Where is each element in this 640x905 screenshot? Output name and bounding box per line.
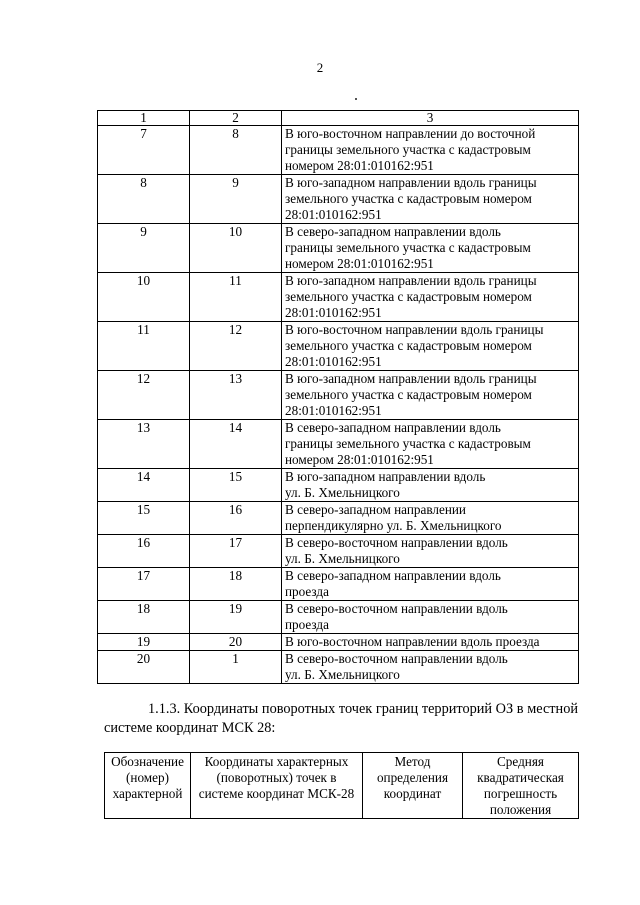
description-line: ул. Б. Хмельницкого — [285, 485, 400, 500]
point-to-cell: 10 — [190, 224, 282, 273]
point-to-cell: 15 — [190, 469, 282, 502]
description-line: В юго-восточном направлении до восточной — [285, 126, 536, 141]
description-line: В северо-восточном направлении вдоль — [285, 535, 508, 550]
point-from-cell: 9 — [98, 224, 190, 273]
boundary-description-cell — [282, 651, 579, 684]
description-line: проезда — [285, 617, 329, 632]
description-line: В северо-восточном направлении вдоль — [285, 651, 508, 666]
point-from-cell: 20 — [98, 651, 190, 684]
boundary-description-cell — [282, 634, 579, 651]
boundary-description-cell — [282, 502, 579, 535]
boundary-description-cell — [282, 224, 579, 273]
description-line: границы земельного участка с кадастровым — [285, 240, 531, 255]
description-line: границы земельного участка с кадастровым — [285, 142, 531, 157]
point-to-cell: 19 — [190, 601, 282, 634]
description-line: В юго-западном направлении вдоль границы — [285, 273, 537, 288]
coordinates-table — [104, 752, 579, 819]
description-line: В юго-восточном направлении вдоль проезда — [285, 634, 540, 649]
description-line: номером 28:01:010162:951 — [285, 452, 434, 467]
point-from-cell: 17 — [98, 568, 190, 601]
point-from-cell: 14 — [98, 469, 190, 502]
point-from-cell: 12 — [98, 371, 190, 420]
header-method: Метод определения координат — [363, 753, 463, 819]
description-line: земельного участка с кадастровым номером — [285, 289, 532, 304]
section-heading-line-2: системе координат МСК 28: — [104, 720, 276, 736]
description-line: В северо-западном направлении вдоль — [285, 568, 501, 583]
point-to-cell: 12 — [190, 322, 282, 371]
boundary-description-cell — [282, 601, 579, 634]
point-to-cell: 14 — [190, 420, 282, 469]
description-line: 28:01:010162:951 — [285, 207, 382, 222]
column-header-1: 1 — [98, 111, 190, 126]
point-from-cell: 10 — [98, 273, 190, 322]
table-row — [98, 322, 579, 371]
table-row — [98, 502, 579, 535]
point-from-cell: 18 — [98, 601, 190, 634]
header-point-coordinates: Координаты характерных (поворотных) точек в системе координат МСК-28 — [191, 753, 363, 819]
description-line: В северо-западном направлении вдоль — [285, 224, 501, 239]
boundary-description-cell — [282, 371, 579, 420]
point-from-cell: 8 — [98, 175, 190, 224]
point-to-cell: 8 — [190, 126, 282, 175]
description-line: 28:01:010162:951 — [285, 354, 382, 369]
description-line: номером 28:01:010162:951 — [285, 256, 434, 271]
description-line: В юго-восточном направлении вдоль границы — [285, 322, 544, 337]
description-line: В юго-западном направлении вдоль — [285, 469, 486, 484]
point-from-cell: 15 — [98, 502, 190, 535]
boundary-description-cell — [282, 175, 579, 224]
point-from-cell: 11 — [98, 322, 190, 371]
table-row — [98, 601, 579, 634]
description-line: ул. Б. Хмельницкого — [285, 667, 400, 682]
point-to-cell: 11 — [190, 273, 282, 322]
table-row — [98, 126, 579, 175]
table-row — [98, 651, 579, 684]
description-line: проезда — [285, 584, 329, 599]
boundary-description-cell — [282, 126, 579, 175]
table-row — [98, 535, 579, 568]
coordinates-header-row — [105, 753, 579, 819]
column-header-2: 2 — [190, 111, 282, 126]
point-to-cell: 9 — [190, 175, 282, 224]
description-line: перпендикулярно ул. Б. Хмельницкого — [285, 518, 502, 533]
boundary-description-cell — [282, 322, 579, 371]
description-line: ул. Б. Хмельницкого — [285, 551, 400, 566]
table-header-row — [98, 111, 579, 126]
page-number: 2 — [316, 60, 324, 75]
point-from-cell: 7 — [98, 126, 190, 175]
point-to-cell: 20 — [190, 634, 282, 651]
description-line: границы земельного участка с кадастровым — [285, 436, 531, 451]
table-row — [98, 568, 579, 601]
column-header-3: 3 — [282, 111, 579, 126]
point-to-cell: 18 — [190, 568, 282, 601]
description-line: В юго-западном направлении вдоль границы — [285, 371, 537, 386]
section-paragraph — [104, 700, 578, 738]
description-line: В северо-западном направлении — [285, 502, 466, 517]
header-mean-square-error: Средняя квадратическая погрешность положения — [463, 753, 579, 819]
table-row — [98, 273, 579, 322]
table-row — [98, 469, 579, 502]
point-to-cell: 16 — [190, 502, 282, 535]
table-row — [98, 634, 579, 651]
table-row — [98, 175, 579, 224]
header-point-designation: Обозначение (номер) характерной — [105, 753, 191, 819]
description-line: В юго-западном направлении вдоль границы — [285, 175, 537, 190]
description-line: земельного участка с кадастровым номером — [285, 338, 532, 353]
section-heading-line-1: 1.1.3. Координаты поворотных точек границ территорий ОЗ в местной — [148, 701, 578, 717]
point-to-cell: 17 — [190, 535, 282, 568]
boundary-description-cell — [282, 273, 579, 322]
boundary-description-cell — [282, 420, 579, 469]
boundary-description-table — [97, 110, 579, 684]
description-line: В северо-восточном направлении вдоль — [285, 601, 508, 616]
boundary-description-cell — [282, 469, 579, 502]
description-line: земельного участка с кадастровым номером — [285, 191, 532, 206]
description-line: номером 28:01:010162:951 — [285, 158, 434, 173]
boundary-description-cell — [282, 568, 579, 601]
point-to-cell: 13 — [190, 371, 282, 420]
boundary-description-cell — [282, 535, 579, 568]
scan-speck — [355, 98, 357, 100]
description-line: 28:01:010162:951 — [285, 305, 382, 320]
point-from-cell: 13 — [98, 420, 190, 469]
description-line: В северо-западном направлении вдоль — [285, 420, 501, 435]
table-row — [98, 224, 579, 273]
description-line: земельного участка с кадастровым номером — [285, 387, 532, 402]
table-row — [98, 420, 579, 469]
description-line: 28:01:010162:951 — [285, 403, 382, 418]
point-to-cell: 1 — [190, 651, 282, 684]
point-from-cell: 16 — [98, 535, 190, 568]
table-row — [98, 371, 579, 420]
point-from-cell: 19 — [98, 634, 190, 651]
